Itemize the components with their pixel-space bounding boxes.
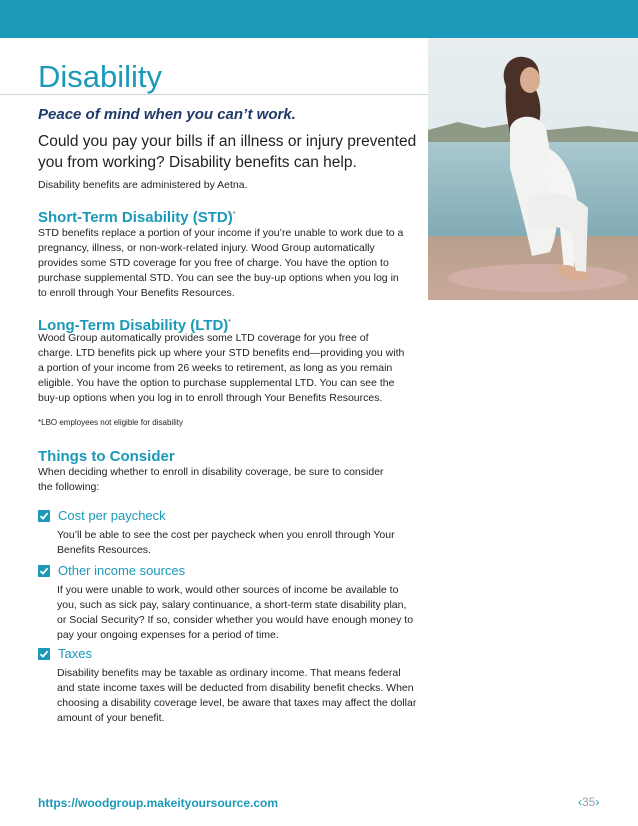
std-section-heading (38, 206, 235, 227)
page-number-text: 35 (582, 795, 596, 809)
ltd-footnote-marker: * (228, 319, 232, 326)
things-section-heading (38, 448, 175, 466)
checkmark-icon (38, 565, 50, 577)
things-intro: When deciding whether to enroll in disability coverage, be sure to consider the following: (38, 466, 384, 493)
checkmark-icon (38, 648, 50, 660)
std-footnote-marker: * (232, 211, 236, 218)
consider-item-body: Disability benefits may be taxable as ordinary income. That means federal and state income taxes will be deducted from disability benefit checks. When choosing a disability coverage level, be aware that taxes may affect the dollar amount of your benefit. (57, 667, 417, 724)
page-number (578, 795, 599, 809)
consider-item-cost (38, 508, 166, 523)
consider-item-body: If you were unable to work, would other sources of income be available to you, such as sick pay, salary continuance, a short-term state disability plan, or Social Security? If so, consider whether you would have enough money to pay your ongoing expenses for a period of time. (57, 584, 414, 641)
administrator-note: Disability benefits are administered by Aetna. (38, 179, 248, 191)
page-title: Disability (38, 59, 163, 94)
things-heading-text: Things to Consider (38, 448, 175, 465)
std-body: STD benefits replace a portion of your income if you’re unable to work due to a pregnancy, illness, or non-work-related injury. Wood Group automatically provides some STD coverage for you free of charge. You have the option to purchase supplemental STD. You can see the buy-up options when you log in to enroll through Your Benefits Resources. (38, 227, 404, 299)
consider-item-label: Other income sources (58, 563, 186, 578)
checkmark-icon (38, 510, 50, 522)
tagline: Peace of mind when you can’t work. (38, 106, 296, 123)
footer-url-link[interactable]: https://woodgroup.makeityoursource.com (38, 796, 279, 810)
footnote: *LBO employees not eligible for disability (38, 418, 183, 427)
std-heading-text: Short-Term Disability (STD) (38, 209, 233, 226)
chevron-right-icon[interactable]: › (595, 795, 600, 809)
consider-item-label: Cost per paycheck (58, 508, 166, 523)
consider-item-label: Taxes (58, 646, 92, 661)
consider-item-body: You’ll be able to see the cost per paycheck when you enroll through Your Benefits Resources. (57, 529, 395, 556)
header-divider (0, 94, 428, 95)
consider-item-income (38, 563, 185, 578)
intro-text: Could you pay your bills if an illness or injury prevented you from working? Disability benefits can help. (38, 133, 417, 171)
ltd-body: Wood Group automatically provides some LTD coverage for you free of charge. LTD benefits pick up where your STD benefits end—providing you with a portion of your income from 26 weeks to retirement, as long as you remain eligible. You have the option to purchase supplemental LTD. You can see the buy-up options when you log in to enroll through Your Benefits Resources. (38, 332, 405, 404)
ltd-heading-text: Long-Term Disability (LTD) (38, 317, 229, 334)
top-color-bar (0, 0, 638, 38)
woman-by-lake-photo (428, 38, 638, 300)
consider-item-taxes (38, 646, 92, 661)
chevron-left-icon[interactable]: ‹ (578, 795, 582, 809)
